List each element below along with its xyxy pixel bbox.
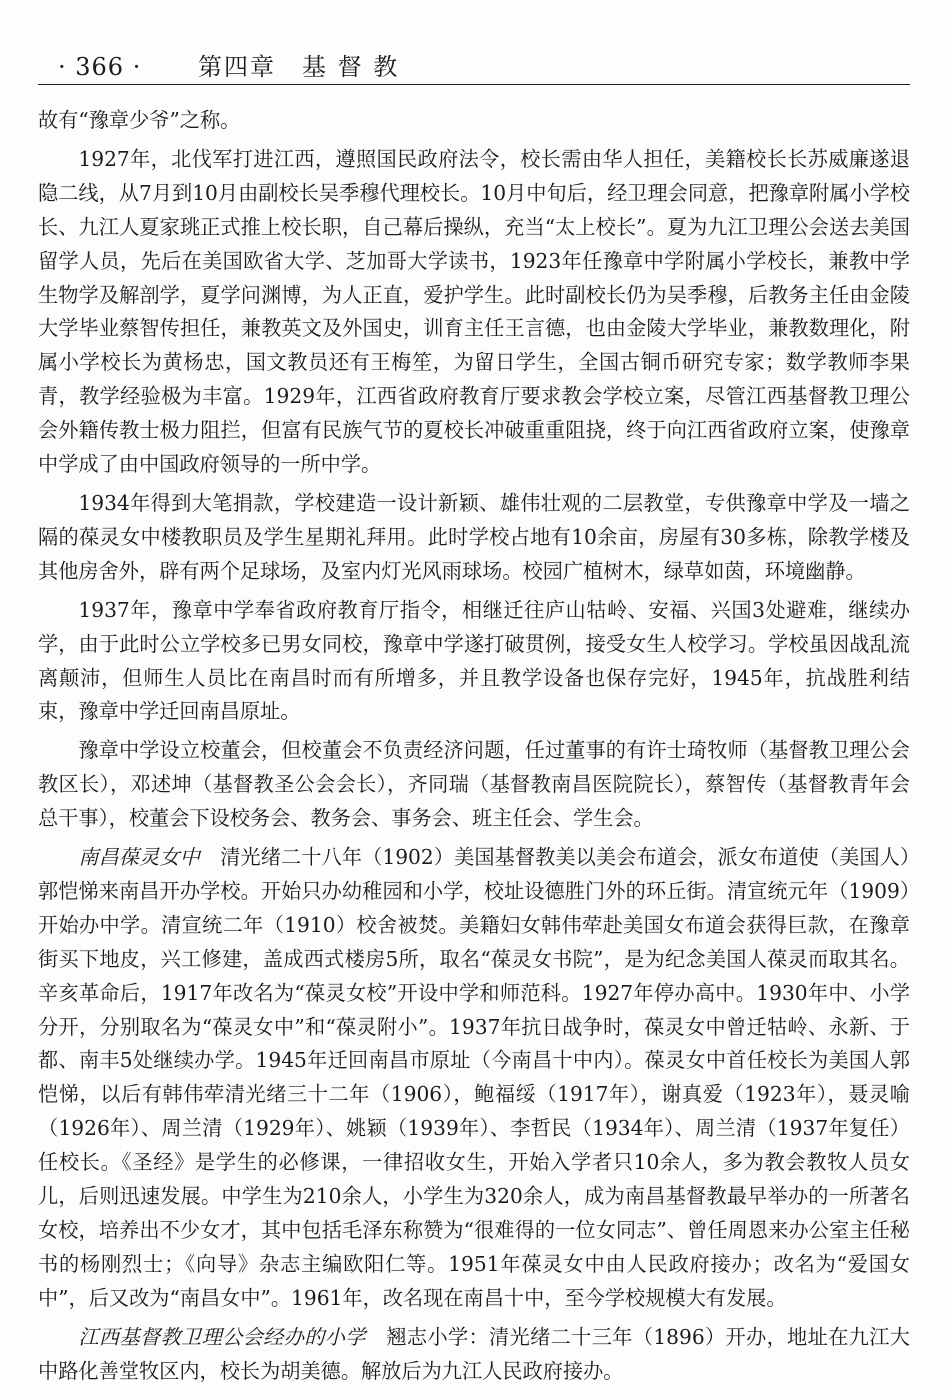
paragraph: [38, 734, 910, 836]
paragraph-text: 1927年，北伐军打进江西，遵照国民政府法令，校长需由华人担任，美籍校长长苏威廉遂退隐二线，从7月到10月由副校长吴季穆代理校长。10月中旬后，经卫理会同意，把豫章附属小学校长、九江人夏家珧正式推上校长职，自己幕后操纵，充当“太上校长”。夏为九江卫理公会送去美国留学人员，先后在美国欧省大学、芝加哥大学读书，1923年任豫章中学附属小学校长，兼教中学生物学及解剖学，夏学问渊博，为人正直，爱护学生。此时副校长仍为吴季穆，后教务主任由金陵大学毕业蔡智传担任，兼教英文及外国史，训育主任王言德，也由金陵大学毕业，兼教数理化，附属小学校长为黄杨忠，国文教员还有王梅笙，为留日学生，全国古铜币研究专家；数学教师李果青，教学经验极为丰富。1929年，江西省政府教育厅要求教会学校立案，尽管江西基督教卫理公会外籍传教士极力阻拦，但富有民族气节的夏校长冲破重重阻挠，终于向江西省政府立案，使豫章中学成了由中国政府领导的一所中学。: [38, 146, 910, 477]
page-number: · 366 ·: [58, 53, 142, 81]
paragraph-text: 豫章中学设立校董会，但校董会不负责经济问题，任过董事的有许士琦牧师（基督教卫理公会教区长），邓述坤（基督教圣公会会长），齐同瑞（基督教南昌医院院长），蔡智传（基督教青年会总干事），校董会下设校务会、教务会、事务会、班主任会、学生会。: [38, 738, 910, 831]
paragraph: [38, 143, 910, 482]
chapter-title: 第四章 基 督 教: [198, 53, 400, 81]
paragraph: [38, 841, 910, 1316]
paragraph-text: 故有“豫章少爷”之称。: [38, 108, 241, 132]
section-lead: 江西基督教卫理公会经办的小学: [78, 1324, 366, 1349]
paragraph: [38, 1321, 910, 1389]
paragraph: [38, 104, 910, 138]
paragraph-text: 翘志小学：清光绪二十三年（1896）开办，地址在九江大中路化善堂牧区内，校长为胡美德。解放后为九江人民政府接办。: [38, 1324, 910, 1383]
running-header: [38, 52, 908, 88]
paragraph-text: 1934年得到大笔捐款，学校建造一设计新颖、雄伟壮观的二层教堂，专供豫章中学及一墙之隔的葆灵女中楼教职员及学生星期礼拜用。此时学校占地有10余亩，房屋有30多栋，除教学楼及其他房舍外，辟有两个足球场，及室内灯光风雨球场。校园广植树木，绿草如茵，环境幽静。: [38, 490, 910, 583]
paragraph-text: 清光绪二十八年（1902）美国基督教美以美会布道会，派女布道使（美国人）郭恺悌来南昌开办学校。开始只办幼稚园和小学，校址设德胜门外的环丘街。清宣统元年（1909）开始办中学。清宣统二年（1910）校舍被焚。美籍妇女韩伟荦赴美国女布道会获得巨款，在豫章街买下地皮，兴工修建，盖成西式楼房5所，取名“葆灵女书院”，是为纪念美国人葆灵而取其名。辛亥革命后，1917年改名为“葆灵女校”开设中学和师范科。1927年停办高中。1930年中、小学分开，分别取名为“葆灵女中”和“葆灵附小”。1937年抗日战争时，葆灵女中曾迁牯岭、永新、于都、南丰5处继续办学。1945年迁回南昌市原址（今南昌十中内）。葆灵女中首任校长为美国人郭恺悌，以后有韩伟荦清光绪三十二年（1906），鲍福绥（1917年），谢真爱（1923年），聂灵喻（1926年）、周兰清（1929年）、姚颖（1939年）、李哲民（1934年）、周兰清（1937年复任）任校长。《圣经》是学生的必修课，一律招收女生，开始入学者只10余人，多为教会教牧人员女儿，后则迅速发展。中学生为210余人，小学生为320余人，成为南昌基督教最早举办的一所著名女校，培养出不少女才，其中包括毛泽东称赞为“很难得的一位女同志”、曾任周恩来办公室主任秘书的杨刚烈士；《向导》杂志主编欧阳仁等。1951年葆灵女中由人民政府接办；改名为“爱国女中”，后又改为“南昌女中”。1961年，改名现在南昌十中，至今学校规模大有发展。: [38, 845, 910, 1310]
paragraph: [38, 594, 910, 730]
section-lead: 南昌葆灵女中: [78, 845, 200, 870]
body-text: [38, 104, 910, 1394]
paragraph: [38, 487, 910, 589]
paragraph-text: 1937年，豫章中学奉省政府教育厅指令，相继迁往庐山牯岭、安福、兴国3处避难，继续办学，由于此时公立学校多已男女同校，豫章中学遂打破贯例，接受女生人校学习。学校虽因战乱流离颠沛，但师生人员比在南昌时而有所增多，并且教学设备也保存完好，1945年，抗战胜利结束，豫章中学迁回南昌原址。: [38, 597, 910, 724]
header-rule: [38, 84, 910, 85]
